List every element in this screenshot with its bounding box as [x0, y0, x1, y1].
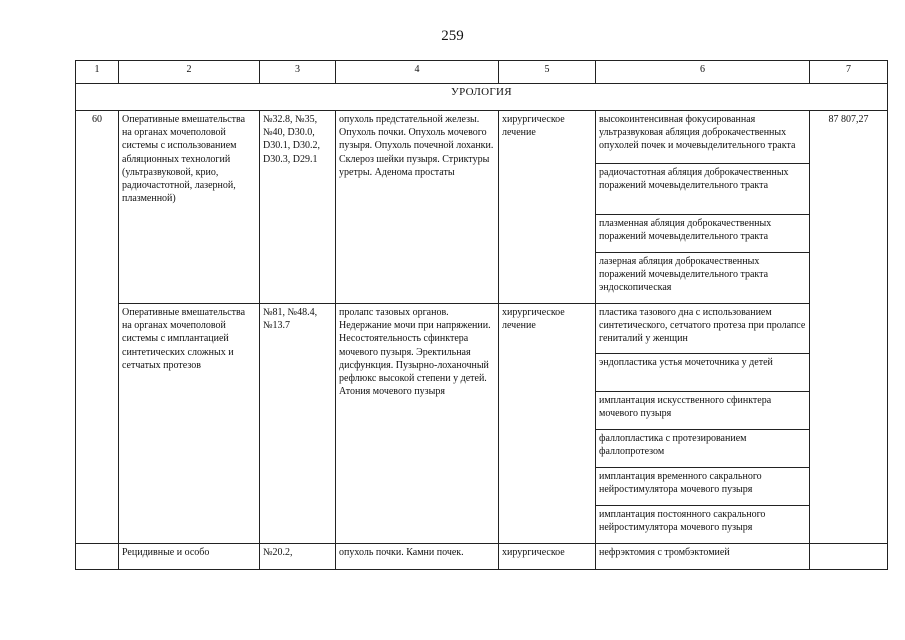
treatment-type: хирургическое лечение — [499, 111, 596, 304]
treatment-method: лазерная абляция доброкачественных поражений мочевыделительного тракта эндоскопическая — [596, 253, 810, 304]
price-value — [810, 544, 888, 570]
header-row — [76, 61, 888, 84]
treatment-method: эндопластика устья мочеточника у детей — [596, 354, 810, 392]
table-row — [76, 544, 888, 570]
procedures-table — [75, 60, 888, 570]
section-row — [76, 84, 888, 111]
table-row — [76, 304, 888, 354]
treatment-method: фаллопластика с протезированием фаллопротезом — [596, 430, 810, 468]
patient-model: пролапс тазовых органов. Недержание мочи при напряжении. Несостоятельность сфинктера мочевого пузыря. Эректильная дисфункция. Пузырно-лоханочный рефлюкс высокой степени у детей. Атония мочевого пузыря — [336, 304, 499, 544]
row-number — [76, 544, 119, 570]
table-row — [76, 111, 888, 164]
treatment-method: имплантация временного сакрального нейростимулятора мочевого пузыря — [596, 468, 810, 506]
price-value: 87 807,27 — [810, 111, 888, 544]
treatment-method: плазменная абляция доброкачественных поражений мочевыделительного тракта — [596, 215, 810, 253]
intervention-name: Оперативные вмешательства на органах мочеполовой системы с использованием абляционных технологий (ультразвуковой, крио, радиочастотной, лазерной, плазменной) — [119, 111, 260, 304]
header-cell: 2 — [119, 61, 260, 84]
patient-model: опухоль почки. Камни почек. — [336, 544, 499, 570]
treatment-method: радиочастотная абляция доброкачественных поражений мочевыделительного тракта — [596, 164, 810, 215]
header-cell: 6 — [596, 61, 810, 84]
patient-model: опухоль предстательной железы. Опухоль почки. Опухоль мочевого пузыря. Опухоль почечной лоханки. Склероз шейки пузыря. Стриктуры уретры. Аденома простаты — [336, 111, 499, 304]
intervention-name: Оперативные вмешательства на органах мочеполовой системы с имплантацией синтетических сложных и сетчатых протезов — [119, 304, 260, 544]
header-cell: 5 — [499, 61, 596, 84]
diagnosis-codes: №32.8, №35, №40, D30.0, D30.1, D30.2, D30.3, D29.1 — [260, 111, 336, 304]
header-cell: 4 — [336, 61, 499, 84]
treatment-method: нефрэктомия с тромбэктомией — [596, 544, 810, 570]
treatment-type: хирургическое лечение — [499, 304, 596, 544]
treatment-method: имплантация искусственного сфинктера мочевого пузыря — [596, 392, 810, 430]
treatment-method: имплантация постоянного сакрального нейростимулятора мочевого пузыря — [596, 506, 810, 544]
header-cell: 1 — [76, 61, 119, 84]
header-cell: 3 — [260, 61, 336, 84]
diagnosis-codes: №20.2, — [260, 544, 336, 570]
diagnosis-codes: №81, №48.4, №13.7 — [260, 304, 336, 544]
intervention-name: Рецидивные и особо — [119, 544, 260, 570]
row-number: 60 — [76, 111, 119, 544]
treatment-type: хирургическое — [499, 544, 596, 570]
section-title: УРОЛОГИЯ — [76, 84, 888, 111]
treatment-method: пластика тазового дна с использованием синтетического, сетчатого протеза при пролапсе гениталий у женщин — [596, 304, 810, 354]
header-cell: 7 — [810, 61, 888, 84]
treatment-method: высокоинтенсивная фокусированная ультразвуковая абляция доброкачественных опухолей почек и мочевыделительного тракта — [596, 111, 810, 164]
page-number: 259 — [441, 28, 464, 44]
